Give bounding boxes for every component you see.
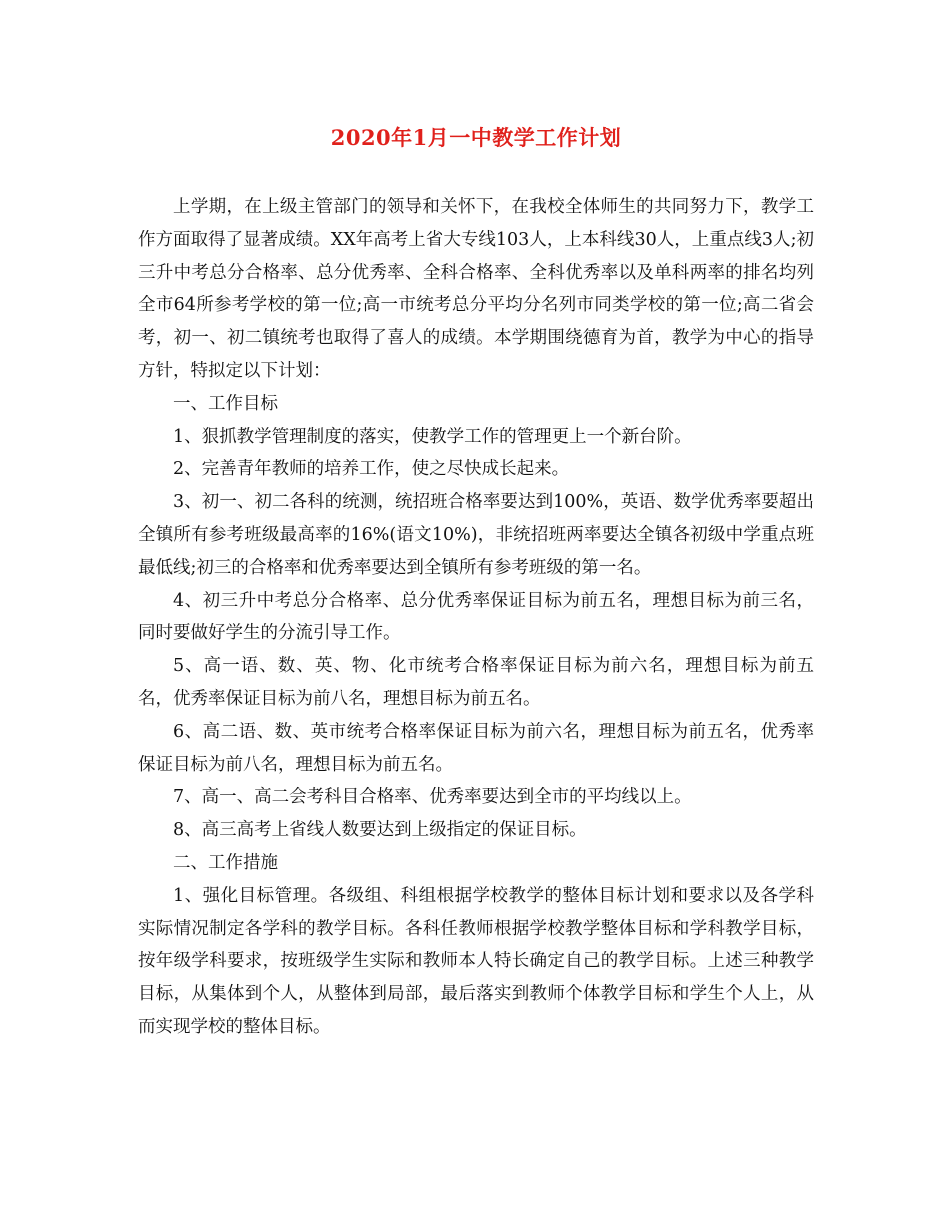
goal-item-3: 3、初一、初二各科的统测，统招班合格率要达到100%，英语、数学优秀率要超出全镇所有参考班级最高率的16%(语文10%)，非统招班两率要达全镇各初级中学重点班最低线;初三的合格率和优秀率要达到全镇所有参考班级的第一名。 xyxy=(138,492,814,578)
document-title: 2020年1月一中教学工作计划 xyxy=(330,125,622,150)
section-heading-measures: 二、工作措施 xyxy=(173,852,278,873)
paragraph-intro: 上学期，在上级主管部门的领导和关怀下，在我校全体师生的共同努力下，教学工作方面取得了显著成绩。XX年高考上省大专线103人，上本科线30人，上重点线3人;初三升中考总分合格率、总分优秀率、全科合格率、全科优秀率以及单科两率的排名均列全市64所参考学校的第一位;高一市统考总分平均分名列市同类学校的第一位;高二省会考，初一、初二镇统考也取得了喜人的成绩。本学期围绕德育为首，教学为中心的指导方针，特拟定以下计划： xyxy=(138,197,814,381)
goal-item-1: 1、狠抓教学管理制度的落实，使教学工作的管理更上一个新台阶。 xyxy=(173,426,692,447)
goal-item-8: 8、高三高考上省线人数要达到上级指定的保证目标。 xyxy=(173,820,587,841)
goal-item-6: 6、高二语、数、英市统考合格率保证目标为前六名，理想目标为前五名，优秀率保证目标为前八名，理想目标为前五名。 xyxy=(138,721,814,775)
goal-item-4: 4、初三升中考总分合格率、总分优秀率保证目标为前五名，理想目标为前三名，同时要做好学生的分流引导工作。 xyxy=(138,590,814,644)
section-heading-goals: 一、工作目标 xyxy=(173,393,278,414)
document-body xyxy=(138,191,814,1044)
goal-item-2: 2、完善青年教师的培养工作，使之尽快成长起来。 xyxy=(173,459,570,480)
goal-item-7: 7、高一、高二会考科目合格率、优秀率要达到全市的平均线以上。 xyxy=(173,787,692,808)
measure-item-1: 1、强化目标管理。各级组、科组根据学校教学的整体目标计划和要求以及各学科实际情况制定各学科的教学目标。各科任教师根据学校教学整体目标和学科教学目标，按年级学科要求，按班级学生实际和教师本人特长确定自己的教学目标。上述三种教学目标，从集体到个人，从整体到局部，最后落实到教师个体教学目标和学生个人上，从而实现学校的整体目标。 xyxy=(138,885,814,1037)
goal-item-5: 5、高一语、数、英、物、化市统考合格率保证目标为前六名，理想目标为前五名，优秀率保证目标为前八名，理想目标为前五名。 xyxy=(138,656,814,709)
